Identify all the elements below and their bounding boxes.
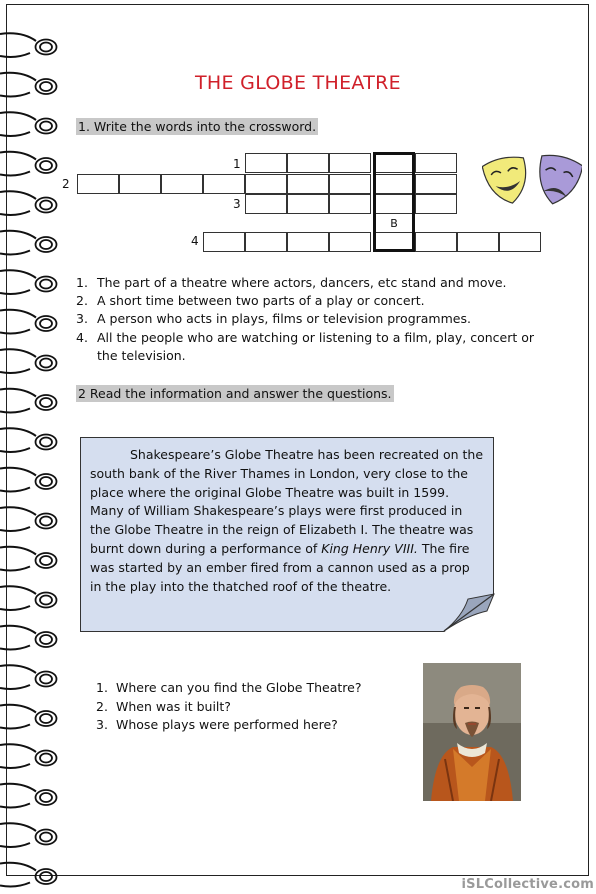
spiral-ring — [0, 586, 57, 610]
crossword-cell[interactable] — [415, 153, 457, 173]
spiral-ring — [0, 863, 57, 887]
list-item — [96, 716, 361, 735]
crossword-cell[interactable] — [415, 174, 457, 194]
reading-part1: Shakespeare’s Globe Theatre has been recreated on the south bank of the River Thames in London, very close to the place where the original Globe Theatre was built in 1599. Many of William Shakespeare’s plays were first produced in the Globe Theatre in the reign of Elizabeth I. The theatre was burnt down during a performance of — [90, 447, 484, 556]
spiral-binding — [0, 0, 80, 894]
spiral-ring — [0, 784, 57, 808]
spiral-ring — [0, 507, 57, 531]
crossword-given-letter: B — [390, 216, 398, 230]
spiral-ring — [0, 112, 57, 136]
page-curl-icon — [438, 593, 496, 633]
spiral-ring — [0, 823, 57, 847]
list-item — [76, 310, 546, 328]
crossword-cell[interactable] — [245, 194, 287, 214]
spiral-ring — [0, 191, 57, 215]
page-title: THE GLOBE THEATRE — [195, 72, 401, 94]
list-item — [76, 274, 546, 292]
clue-text: All the people who are watching or listening to a film, play, concert or the television. — [97, 329, 535, 363]
reading-questions — [96, 679, 361, 735]
question-text: When was it built? — [116, 698, 231, 714]
crossword-number-4: 4 — [191, 234, 199, 248]
clue-text: A short time between two parts of a play or concert. — [97, 293, 425, 309]
clue-text: The part of a theatre where actors, dancers, etc stand and move. — [97, 275, 507, 290]
crossword-clues — [76, 274, 546, 365]
crossword-cell[interactable] — [329, 194, 371, 214]
clue-number: 2. — [76, 293, 88, 309]
question-text: Where can you find the Globe Theatre? — [116, 680, 362, 695]
clue-number: 1. — [76, 275, 88, 290]
crossword-cell[interactable] — [77, 174, 119, 194]
crossword-cell[interactable] — [329, 153, 371, 173]
crossword-cell[interactable] — [415, 194, 457, 214]
list-item — [76, 292, 546, 310]
crossword-cell[interactable] — [373, 174, 415, 194]
section2-label: 2 Read the information and answer the questions. — [78, 386, 392, 401]
clue-text: A person who acts in plays, films or television programmes. — [97, 311, 471, 327]
reading-part2: The fire was started by an ember fired from a cannon used as a prop in the play into the thatched roof of the theatre. — [90, 540, 470, 594]
crossword-cell[interactable] — [245, 174, 287, 194]
spiral-ring — [0, 547, 57, 571]
list-item — [76, 329, 546, 365]
list-item — [96, 679, 361, 698]
spiral-ring — [0, 389, 57, 413]
crossword-cell[interactable] — [329, 232, 371, 252]
spiral-ring — [0, 665, 57, 689]
crossword-number-1: 1 — [233, 157, 241, 171]
clue-number: 4. — [76, 329, 88, 345]
crossword-cell[interactable] — [373, 232, 415, 252]
spiral-ring — [0, 349, 57, 373]
crossword-cell[interactable] — [245, 232, 287, 252]
spiral-ring — [0, 270, 57, 294]
section1-label: 1. Write the words into the crossword. — [78, 119, 317, 134]
crossword-cell[interactable] — [119, 174, 161, 194]
reading-passage — [90, 446, 484, 596]
crossword-cell[interactable] — [287, 232, 329, 252]
spiral-ring — [0, 152, 57, 176]
spiral-ring — [0, 626, 57, 650]
spiral-ring — [0, 310, 57, 334]
crossword-cell[interactable] — [203, 174, 245, 194]
clue-number: 3. — [76, 311, 88, 327]
spiral-ring — [0, 468, 57, 492]
crossword-cell[interactable] — [457, 232, 499, 252]
crossword-number-2: 2 — [62, 177, 70, 191]
crossword-number-3: 3 — [233, 197, 241, 211]
watermark: iSLCollective.com — [461, 877, 594, 892]
spiral-ring — [0, 231, 57, 255]
crossword-cell[interactable] — [373, 153, 415, 173]
list-item — [96, 698, 361, 717]
spiral-ring — [0, 705, 57, 729]
crossword-cell[interactable] — [329, 174, 371, 194]
crossword-cell[interactable] — [161, 174, 203, 194]
crossword-cell[interactable] — [287, 194, 329, 214]
crossword-cell[interactable] — [287, 153, 329, 173]
crossword-cell[interactable] — [287, 174, 329, 194]
question-number: 2. — [96, 698, 108, 714]
spiral-ring — [0, 744, 57, 768]
spiral-ring — [0, 33, 57, 57]
crossword-cell[interactable] — [245, 153, 287, 173]
spiral-ring — [0, 428, 57, 452]
question-text: Whose plays were performed here? — [116, 717, 338, 732]
crossword-cell[interactable] — [373, 194, 415, 214]
crossword-cell[interactable] — [415, 232, 457, 252]
question-number: 3. — [96, 717, 108, 732]
question-number: 1. — [96, 680, 108, 695]
crossword-cell[interactable] — [203, 232, 245, 252]
theatre-masks-icon — [482, 152, 582, 212]
crossword-cell[interactable] — [499, 232, 541, 252]
shakespeare-portrait — [423, 663, 521, 801]
play-title: King Henry VIII. — [321, 540, 418, 556]
